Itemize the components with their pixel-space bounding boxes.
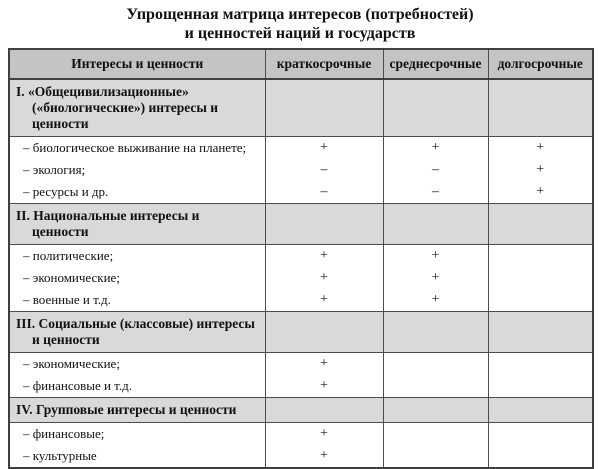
value-cell-short-term: + <box>265 137 383 160</box>
section-row <box>9 398 593 423</box>
empty-cell <box>383 312 488 353</box>
header-cell-mid-term: среднесрочные <box>383 49 488 79</box>
header-cell-long-term: долгосрочные <box>488 49 593 79</box>
value-cell-long-term <box>488 267 593 289</box>
empty-cell <box>488 312 593 353</box>
header-row <box>9 49 593 79</box>
empty-cell <box>265 312 383 353</box>
header-cell-short-term: краткосрочные <box>265 49 383 79</box>
empty-cell <box>265 398 383 423</box>
empty-cell <box>488 79 593 137</box>
interests-values-matrix-table <box>8 48 594 469</box>
value-cell-short-term: + <box>265 445 383 468</box>
table-row <box>9 375 593 398</box>
value-cell-long-term <box>488 423 593 446</box>
table-row <box>9 445 593 468</box>
section-heading: III. Социальные (классовые) интересы и ценности <box>9 312 265 353</box>
value-cell-long-term <box>488 445 593 468</box>
value-cell-short-term: + <box>265 289 383 312</box>
section-heading: I. «Общецивилизационные» («биологические») интересы и ценности <box>9 79 265 137</box>
value-cell-mid-term <box>383 445 488 468</box>
value-cell-long-term: + <box>488 181 593 204</box>
item-label: – финансовые и т.д. <box>9 375 265 398</box>
value-cell-mid-term: + <box>383 289 488 312</box>
table-row <box>9 245 593 268</box>
section-heading: II. Национальные интересы и ценности <box>9 204 265 245</box>
value-cell-short-term: + <box>265 267 383 289</box>
value-cell-mid-term: – <box>383 159 488 181</box>
value-cell-mid-term <box>383 423 488 446</box>
empty-cell <box>488 398 593 423</box>
item-label: – экономические; <box>9 267 265 289</box>
item-label: – экономические; <box>9 353 265 376</box>
page-title-line1: Упрощенная матрица интересов (потребностей) <box>126 6 474 23</box>
page-title <box>0 0 600 43</box>
item-label: – политические; <box>9 245 265 268</box>
section-row <box>9 204 593 245</box>
value-cell-short-term: – <box>265 181 383 204</box>
item-label: – культурные <box>9 445 265 468</box>
value-cell-long-term <box>488 289 593 312</box>
empty-cell <box>383 398 488 423</box>
value-cell-long-term <box>488 353 593 376</box>
value-cell-short-term: – <box>265 159 383 181</box>
item-label: – биологическое выживание на планете; <box>9 137 265 160</box>
value-cell-mid-term: + <box>383 245 488 268</box>
item-label: – экология; <box>9 159 265 181</box>
empty-cell <box>488 204 593 245</box>
value-cell-long-term <box>488 245 593 268</box>
value-cell-mid-term <box>383 353 488 376</box>
item-label: – финансовые; <box>9 423 265 446</box>
value-cell-mid-term: + <box>383 267 488 289</box>
table-row <box>9 181 593 204</box>
table-row <box>9 137 593 160</box>
section-heading: IV. Групповые интересы и ценности <box>9 398 265 423</box>
table-row <box>9 423 593 446</box>
item-label: – ресурсы и др. <box>9 181 265 204</box>
value-cell-short-term: + <box>265 375 383 398</box>
page-title-line2: и ценностей наций и государств <box>184 25 416 42</box>
table-row <box>9 353 593 376</box>
table-row <box>9 267 593 289</box>
table-row <box>9 159 593 181</box>
value-cell-long-term: + <box>488 159 593 181</box>
value-cell-short-term: + <box>265 423 383 446</box>
section-row <box>9 312 593 353</box>
table-row <box>9 289 593 312</box>
empty-cell <box>383 79 488 137</box>
value-cell-mid-term: – <box>383 181 488 204</box>
section-row <box>9 79 593 137</box>
empty-cell <box>383 204 488 245</box>
value-cell-long-term <box>488 375 593 398</box>
value-cell-mid-term: + <box>383 137 488 160</box>
empty-cell <box>265 204 383 245</box>
empty-cell <box>265 79 383 137</box>
item-label: – военные и т.д. <box>9 289 265 312</box>
value-cell-mid-term <box>383 375 488 398</box>
header-cell-interests: Интересы и ценности <box>9 49 265 79</box>
value-cell-short-term: + <box>265 245 383 268</box>
value-cell-short-term: + <box>265 353 383 376</box>
value-cell-long-term: + <box>488 137 593 160</box>
